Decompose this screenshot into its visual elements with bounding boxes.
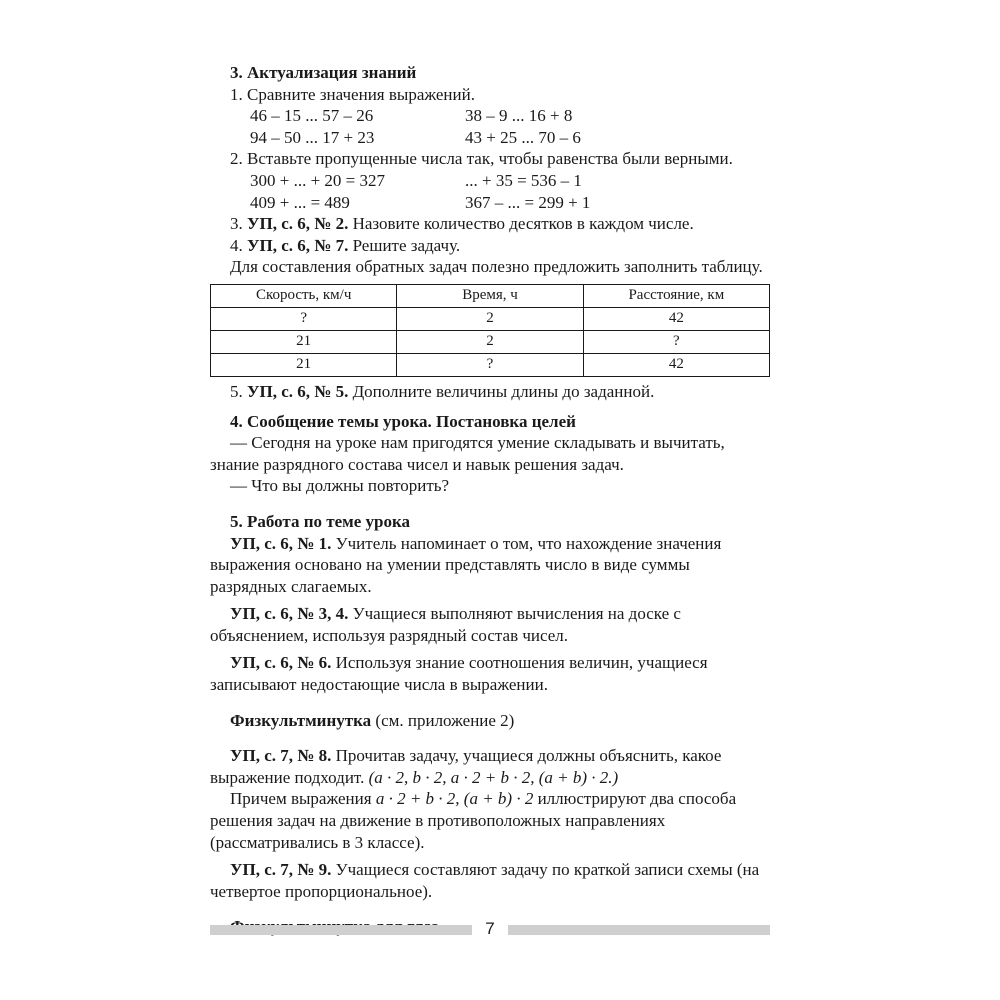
textbook-reference: УП, с. 7, № 8. [230, 746, 332, 766]
textbook-reference: УП, с. 6, № 2. [247, 214, 349, 234]
footer-bar-left [210, 925, 472, 935]
work-item-text: Учащиеся составляют задачу по краткой записи схемы (на четвертое пропорциональное). [210, 860, 760, 901]
table-cell: ? [211, 307, 397, 330]
textbook-reference: УП, с. 6, № 5. [247, 381, 349, 401]
task-3 [210, 213, 770, 235]
task-number: 4. [230, 235, 243, 255]
work-item-text: Используя знание соотношения величин, учащиеся записывают недостающие числа в выражении. [210, 653, 708, 695]
textbook-reference: УП, с. 7, № 9. [230, 860, 332, 880]
task-number: 5. [230, 381, 243, 401]
physical-break-title: Физкультминутка [230, 710, 372, 730]
equation-row [210, 192, 770, 214]
table-cell: ? [583, 330, 769, 353]
compare-row [210, 105, 770, 127]
section-heading-4: 4. Сообщение темы урока. Постановка целей [230, 411, 576, 431]
task-number: 3. [230, 214, 243, 234]
physical-break [210, 710, 770, 732]
table-header-row [211, 284, 770, 307]
work-item [210, 745, 770, 788]
equation: 300 + ... + 20 = 327 [250, 170, 386, 190]
paragraph-text: иллюстрируют два способа решения задач на движение в противоположных направлениях (рассматривались в 3 классе). [210, 789, 737, 852]
work-item [210, 533, 770, 598]
footer-bar-right [508, 925, 770, 935]
table-row [211, 353, 770, 376]
table-cell: 21 [211, 353, 397, 376]
expression: 46 – 15 ... 57 – 26 [250, 106, 374, 126]
page-content [210, 62, 770, 938]
equation: 367 – ... = 299 + 1 [465, 192, 591, 212]
table-cell: 2 [397, 330, 583, 353]
work-item-text: Прочитав задачу, учащиеся должны объяснить, какое выражение подходит. [210, 746, 722, 787]
equation: 409 + ... = 489 [250, 192, 350, 212]
page-footer [210, 919, 770, 938]
table-cell: 42 [583, 353, 769, 376]
task-1: 1. Сравните значения выражений. [230, 84, 475, 104]
paragraph-text: Причем выражения [230, 789, 372, 809]
physical-break-note: (см. приложение 2) [375, 710, 515, 730]
textbook-reference: УП, с. 6, № 6. [230, 653, 332, 673]
dialogue-line: — Что вы должны повторить? [230, 476, 450, 496]
expression: 94 – 50 ... 17 + 23 [250, 127, 375, 147]
work-item [210, 859, 770, 902]
task-text: Назовите количество десятков в каждом числе. [352, 214, 694, 234]
math-expression: a · 2 + b · 2, (a + b) · 2 [375, 789, 534, 809]
table-cell: 2 [397, 307, 583, 330]
equation: ... + 35 = 536 – 1 [465, 170, 582, 190]
task-5 [210, 381, 770, 403]
table-row [211, 330, 770, 353]
column-header: Расстояние, км [583, 284, 769, 307]
work-item-text: Учащиеся выполняют вычисления на доске с объяснением, используя разрядный состав чисел. [210, 604, 681, 645]
page-number: 7 [485, 919, 495, 938]
speed-time-distance-table [210, 284, 770, 377]
expression: 38 – 9 ... 16 + 8 [465, 106, 573, 126]
textbook-reference: УП, с. 6, № 3, 4. [230, 604, 349, 624]
table-row [211, 307, 770, 330]
equation-row [210, 170, 770, 192]
compare-row [210, 127, 770, 149]
work-item [210, 652, 770, 695]
textbook-reference: УП, с. 6, № 7. [247, 235, 349, 255]
task-2: 2. Вставьте пропущенные числа так, чтобы равенства были верными. [230, 149, 733, 169]
section-heading-5: 5. Работа по теме урока [230, 511, 411, 531]
section-heading-3: 3. Актуализация знаний [230, 63, 417, 82]
table-cell: 42 [583, 307, 769, 330]
work-item [210, 603, 770, 646]
task-text: Дополните величины длины до заданной. [352, 381, 655, 401]
work-item-text: Учитель напоминает о том, что нахождение значения выражения основано на умении представлять число в виде суммы разрядных слагаемых. [210, 533, 722, 596]
column-header: Время, ч [397, 284, 583, 307]
task-4 [210, 235, 770, 257]
table-cell: 21 [211, 330, 397, 353]
dialogue-line: — Сегодня на уроке нам пригодятся умение складывать и вычитать, знание разрядного состава чисел и навык решения задач. [210, 433, 725, 474]
textbook-reference: УП, с. 6, № 1. [230, 533, 332, 553]
column-header: Скорость, км/ч [211, 284, 397, 307]
explanation-paragraph [210, 788, 770, 853]
table-cell: ? [397, 353, 583, 376]
math-expression: (a · 2, b · 2, a · 2 + b · 2, (a + b) · 2.) [368, 767, 619, 787]
task-text: Решите задачу. [352, 235, 461, 255]
expression: 43 + 25 ... 70 – 6 [465, 127, 581, 147]
table-intro: Для составления обратных задач полезно предложить заполнить таблицу. [230, 257, 763, 277]
